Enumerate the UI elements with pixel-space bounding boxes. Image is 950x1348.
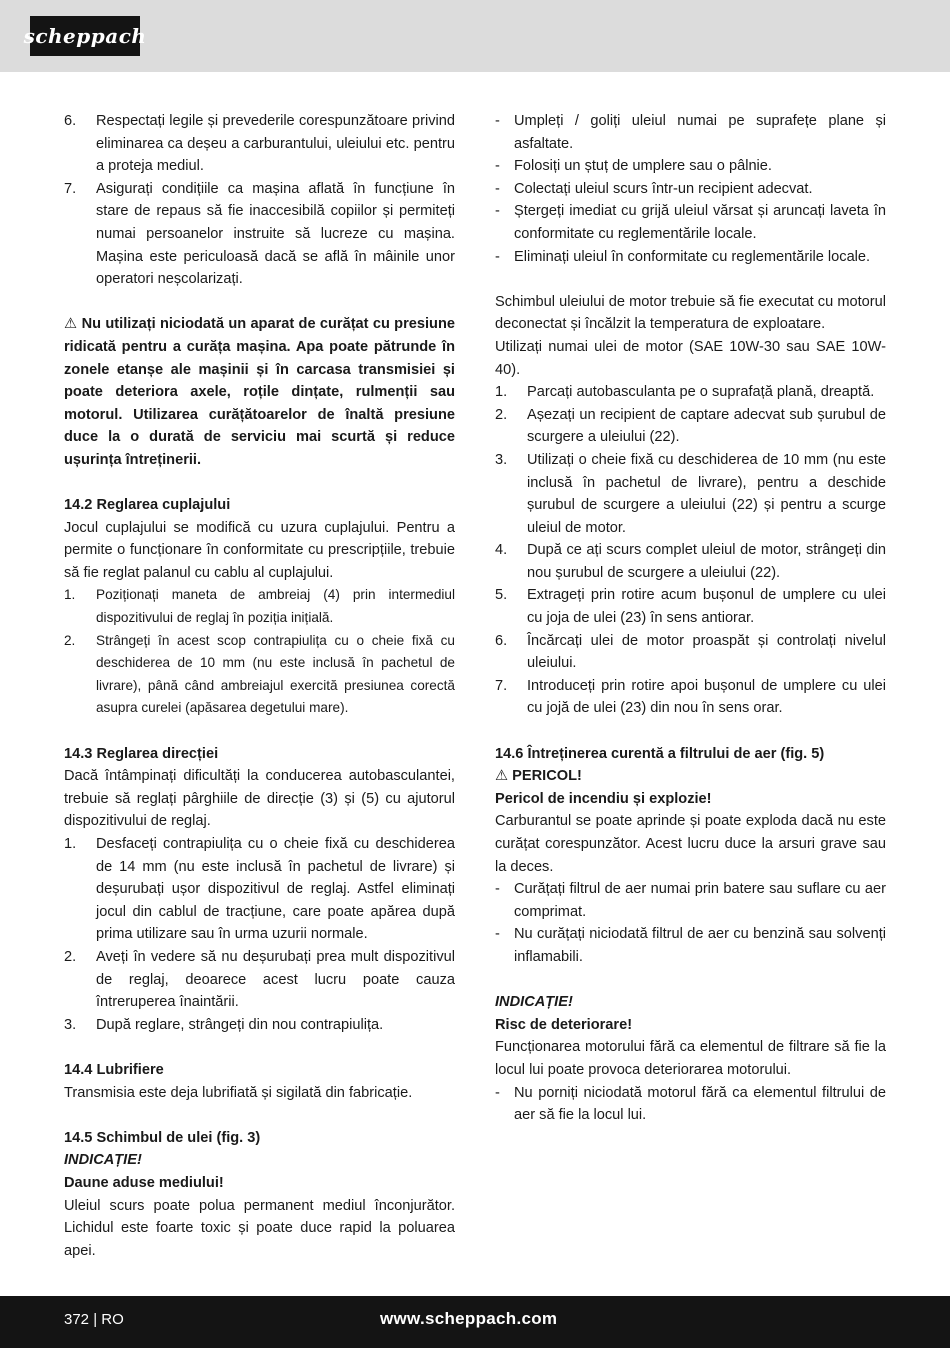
list-item <box>495 584 886 629</box>
brand-logo: scheppach <box>30 16 140 56</box>
danger-subheading: Pericol de incendiu și explozie! <box>495 790 712 807</box>
notice-subheading: Daune aduse mediului! <box>64 1174 224 1191</box>
list-item <box>495 539 886 584</box>
dash-item: - Folosiți un ștuț de umplere sau o pâlnie. <box>495 155 886 178</box>
dash-item: - Nu porniți niciodată motorul fără ca elementul filtrului de aer să fie la locul lui. <box>495 1082 886 1127</box>
section-text: Carburantul se poate aprinde și poate exploda dacă nu este curățat corespunzător. Acest lucru duce la arsuri grave sau la deces. <box>495 813 886 875</box>
section-heading-14-5: 14.5 Schimbul de ulei (fig. 3) <box>64 1129 261 1146</box>
right-column <box>495 110 886 1127</box>
dash-item-text: Colectați uleiul scurs într-un recipient adecvat. <box>514 180 813 197</box>
list-item <box>495 449 886 539</box>
item-text: Desfaceți contrapiulița cu o cheie fixă cu deschiderea de 14 mm (nu este inclusă în pachetul de livrare) și deșurubați ușor dispozitivul de reglaj. Astfel eliminați jocul din cablul de tracțiune, care poate apărea după prima utilizare sau în urma uzurii normale. <box>96 836 455 943</box>
dash-item-text: Curățați filtrul de aer numai prin batere sau suflare cu aer comprimat. <box>514 881 886 920</box>
item-number: 3. <box>495 451 508 468</box>
dash-item: - Umpleți / goliți uleiul numai pe suprafețe plane și asfaltate. <box>495 110 886 155</box>
section-heading-14-4: 14.4 Lubrifiere <box>64 1061 164 1078</box>
list-item <box>64 1014 455 1037</box>
dash-item: - Colectați uleiul scurs într-un recipient adecvat. <box>495 178 886 201</box>
pressure-washer-warning <box>64 313 455 471</box>
dash-item-text: Eliminați uleiul în conformitate cu reglementările locale. <box>514 248 871 265</box>
item-number: 2. <box>64 632 76 648</box>
item-number: 2. <box>64 948 77 965</box>
item-text: Parcați autobasculanta pe o suprafață plană, dreaptă. <box>527 384 875 401</box>
item-number: 2. <box>495 406 508 423</box>
item-text: După reglare, strângeți din nou contrapiulița. <box>96 1016 384 1033</box>
list-item <box>64 584 455 629</box>
list-item <box>64 178 455 291</box>
oil-type-paragraph: Utilizați numai ulei de motor (SAE 10W-30 sau SAE 10W-40). <box>495 338 886 378</box>
notice-subheading: Risc de deteriorare! <box>495 1016 633 1033</box>
item-number: 5. <box>495 587 508 604</box>
header-band <box>0 0 950 72</box>
item-text: Asigurați condițiile ca mașina aflată în funcțiune în stare de repaus să fie inaccesibilă copiilor și permiteți numai persoanelor instruite să lucreze cu mașina. Mașina este periculoasă dacă se află în mâinile unor operatori neșcolarizați. <box>96 180 455 288</box>
website-url: www.scheppach.com <box>380 1309 558 1328</box>
item-number: 7. <box>495 677 508 694</box>
list-item <box>495 630 886 675</box>
item-number: 7. <box>64 180 77 197</box>
list-item <box>495 675 886 720</box>
item-text: Încărcați ulei de motor proaspăt și controlați nivelul uleiului. <box>527 632 886 672</box>
item-number: 4. <box>495 542 508 559</box>
dash-item: - Curățați filtrul de aer numai prin batere sau suflare cu aer comprimat. <box>495 878 886 923</box>
list-item <box>64 946 455 1014</box>
item-number: 1. <box>64 587 76 603</box>
item-number: 6. <box>495 632 508 649</box>
item-number: 3. <box>64 1016 77 1033</box>
warning-text: Nu utilizați niciodată un aparat de curățat cu presiune ridicată pentru a curăța mașina. Apa poate pătrunde în zonele etanșe ale mașinii și în carcasa transmisiei și poate deteriora axele, roțile dințate, rulmenții sau motorul. Utilizarea curățătoarelor de înaltă presiune duce la o durată de serviciu mai scurtă și reduce ușurința întreținerii. <box>64 316 455 468</box>
danger-label: ⚠ PERICOL! <box>495 768 582 785</box>
dash-item-text: Folosiți un ștuț de umplere sau o pâlnie. <box>514 158 772 175</box>
section-heading-14-3: 14.3 Reglarea direcției <box>64 745 219 762</box>
dash-item-text: Ștergeți imediat cu grijă uleiul vărsat și aruncați laveta în conformitate cu reglementările locale. <box>514 203 886 242</box>
item-text: Așezați un recipient de captare adecvat sub șurubul de scurgere a uleiului (22). <box>527 406 886 446</box>
dash-item-text: Umpleți / goliți uleiul numai pe suprafețe plane și asfaltate. <box>514 113 886 152</box>
dash-item-text: Nu porniți niciodată motorul fără ca elementul filtrului de aer să fie la locul lui. <box>514 1084 886 1124</box>
list-item <box>495 381 886 404</box>
section-text: Uleiul scurs poate polua permanent mediul înconjurător. Lichidul este foarte toxic și poate duce rapid la poluarea apei. <box>64 1197 455 1259</box>
oil-change-paragraph: Schimbul uleiului de motor trebuie să fie executat cu motorul deconectat și încălzit la temperatura de exploatare. <box>495 293 886 333</box>
list-item <box>64 833 455 946</box>
item-text: Introduceți prin rotire apoi bușonul de umplere cu ulei cu jojă de ulei (23) din nou în sens orar. <box>527 677 886 717</box>
section-text: Funcționarea motorului fără ca elementul de filtrare să fie la locul lui poate provoca deteriorarea motorului. <box>495 1039 886 1078</box>
page-number: 372 | RO <box>64 1311 124 1328</box>
list-item <box>64 630 455 720</box>
list-item <box>495 404 886 449</box>
section-text: Transmisia este deja lubrifiată și sigilată din fabricație. <box>64 1084 413 1101</box>
item-number: 1. <box>64 836 77 852</box>
section-heading-14-6: 14.6 Întreținerea curentă a filtrului de aer (fig. 5) <box>495 745 825 762</box>
item-text: Strângeți în acest scop contrapiulița cu o cheie fixă cu deschiderea de 10 mm (nu este inclusă în pachetul de livrare), până când ambreiajul exercită presiunea corectă asupra curelei (apăsarea degetului mare). <box>96 632 455 716</box>
item-text: Extrageți prin rotire acum bușonul de umplere cu ulei cu joja de ulei (23) în sens antiorar. <box>527 587 886 627</box>
dash-item: - Nu curățați niciodată filtrul de aer cu benzină sau solvenți inflamabili. <box>495 923 886 968</box>
section-intro: Jocul cuplajului se modifică cu uzura cuplajului. Pentru a permite o funcționare în conformitate cu prescripțiile, trebuie să fie reglat palanul cu cablu al cuplajului. <box>64 519 455 581</box>
section-heading-14-2: 14.2 Reglarea cuplajului <box>64 497 231 514</box>
item-text: După ce ați scurs complet uleiul de motor, strângeți din nou șurubul de scurgere a uleiului (22). <box>527 542 886 581</box>
section-intro: Dacă întâmpinați dificultăți la conducerea autobasculantei, trebuie să reglați pârghiile de direcție (3) și (5) cu ajutorul dispozitivului de reglaj. <box>64 768 455 830</box>
item-text: Poziționați maneta de ambreiaj (4) prin intermediul dispozitivului de reglaj în poziția inițială. <box>96 587 455 626</box>
notice-label: INDICAȚIE! <box>495 994 573 1011</box>
item-number: 6. <box>64 113 77 129</box>
left-column <box>64 110 455 1262</box>
dash-item: - Ștergeți imediat cu grijă uleiul vărsat și aruncați laveta în conformitate cu reglementările locale. <box>495 200 886 245</box>
item-text: Utilizați o cheie fixă cu deschiderea de 10 mm (nu este inclusă în pachetul de livrare), pentru a deschide șurubul de scurgere a uleiului (22) și pentru a scurge uleiul de motor. <box>527 451 886 536</box>
warning-icon: ⚠ <box>64 316 78 333</box>
dash-item: - Eliminați uleiul în conformitate cu reglementările locale. <box>495 246 886 269</box>
notice-label: INDICAȚIE! <box>64 1152 142 1169</box>
footer-band <box>0 1296 950 1348</box>
item-text: Respectați legile și prevederile corespunzătoare privind eliminarea ca deșeu a carburantului, uleiului etc. pentru a proteja mediul. <box>96 113 455 175</box>
item-number: 1. <box>495 384 508 401</box>
item-text: Aveți în vedere să nu deșurubați prea mult dispozitivul de reglaj, deoarece acest lucru poate cauza întreruperea înaintării. <box>96 948 455 1011</box>
dash-item-text: Nu curățați niciodată filtrul de aer cu benzină sau solvenți inflamabili. <box>514 926 886 965</box>
list-item <box>64 110 455 178</box>
